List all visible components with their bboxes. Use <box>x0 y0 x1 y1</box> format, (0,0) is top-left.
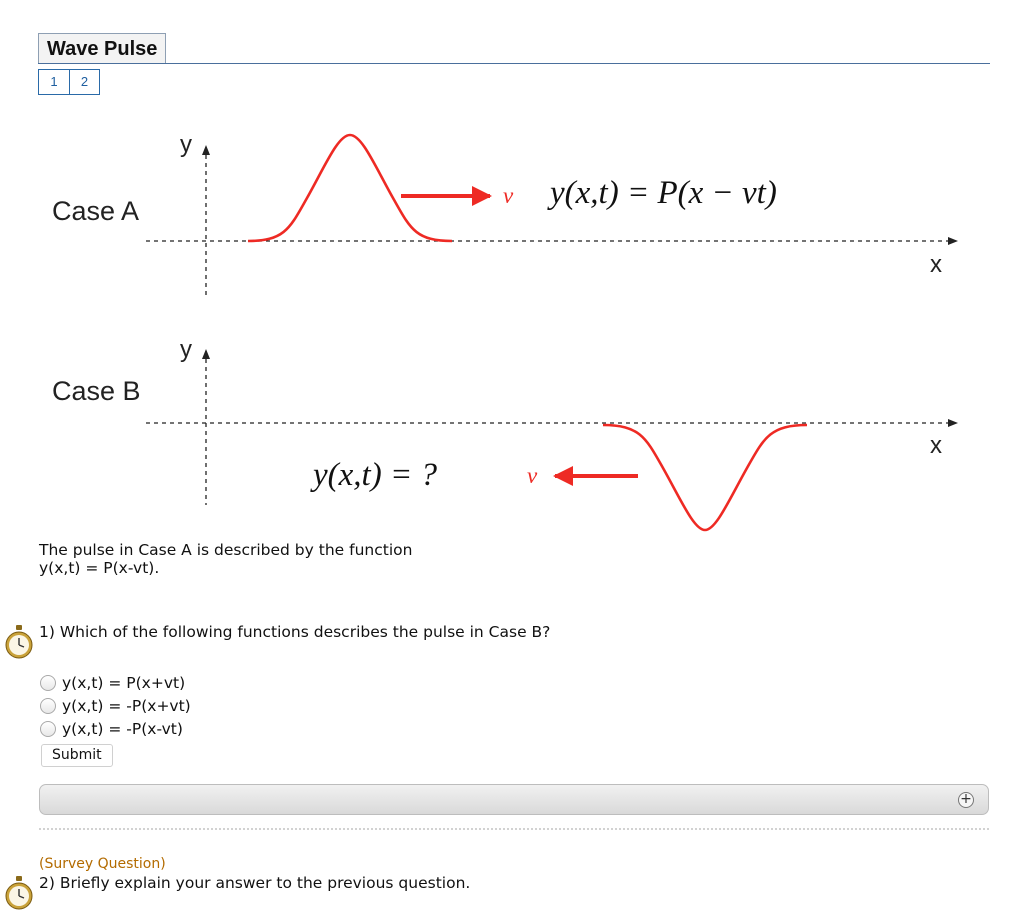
section-divider <box>39 828 989 830</box>
stopwatch-icon <box>4 875 34 911</box>
radio-button-2[interactable] <box>40 698 56 714</box>
case-b-y-axis-label: y <box>180 336 192 363</box>
title-divider <box>38 63 990 64</box>
stopwatch-icon <box>4 624 34 660</box>
page-title: Wave Pulse <box>38 33 166 64</box>
case-a-y-axis-arrowhead <box>202 145 210 155</box>
description-line-2: y(x,t) = P(x-vt). <box>39 559 160 577</box>
pulse-description <box>39 541 412 577</box>
survey-question-tag: (Survey Question) <box>39 856 166 872</box>
answer-options <box>40 671 191 740</box>
case-b-x-axis-arrowhead <box>948 419 958 427</box>
question-1-text: 1) Which of the following functions describes the pulse in Case B? <box>39 623 551 641</box>
case-b-label: Case B <box>52 376 141 406</box>
case-a-velocity-label: v <box>503 183 514 208</box>
answer-option-3-label: y(x,t) = -P(x-vt) <box>62 719 183 738</box>
part-pager <box>38 69 100 95</box>
page-2-button[interactable]: 2 <box>69 70 99 94</box>
description-line-1: The pulse in Case A is described by the function <box>39 541 413 559</box>
answer-option-2-label: y(x,t) = -P(x+vt) <box>62 696 191 715</box>
feedback-expander-bar[interactable] <box>39 784 989 815</box>
case-b-velocity-label: v <box>527 463 538 488</box>
plus-icon[interactable]: + <box>958 792 974 808</box>
page-1-button[interactable]: 1 <box>50 74 58 89</box>
case-a-label: Case A <box>52 196 140 226</box>
answer-option-1[interactable] <box>40 671 191 694</box>
wave-pulse-figure <box>0 110 1024 540</box>
case-a-x-axis-label: x <box>930 251 942 278</box>
case-b-equation: y(x,t) = ? <box>313 457 437 493</box>
case-a-equation: y(x,t) = P(x − vt) <box>550 175 777 211</box>
answer-option-1-label: y(x,t) = P(x+vt) <box>62 673 186 692</box>
case-b-x-axis-label: x <box>930 432 942 459</box>
answer-option-3[interactable] <box>40 717 191 740</box>
case-a-x-axis-arrowhead <box>948 237 958 245</box>
answer-option-2[interactable] <box>40 694 191 717</box>
radio-button-1[interactable] <box>40 675 56 691</box>
case-b-y-axis-arrowhead <box>202 349 210 359</box>
submit-button[interactable]: Submit <box>41 744 113 767</box>
question-2-text: 2) Briefly explain your answer to the previous question. <box>39 874 471 892</box>
case-a-y-axis-label: y <box>180 131 192 158</box>
case-a-pulse-curve <box>248 135 452 241</box>
radio-button-3[interactable] <box>40 721 56 737</box>
